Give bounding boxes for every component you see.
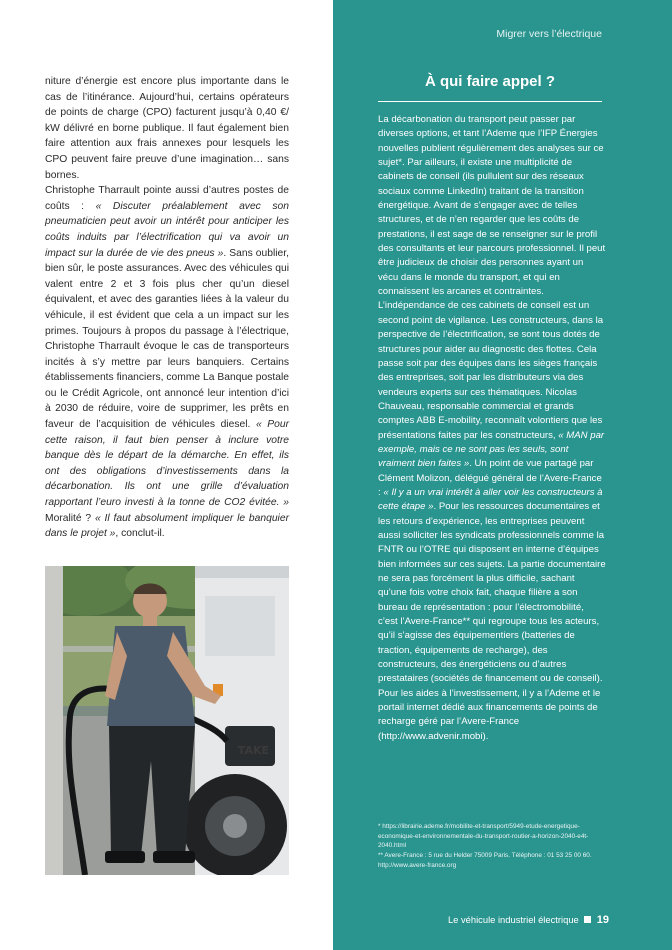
title-divider [378,101,602,102]
sidebar-box [333,0,672,950]
footnote: * https://librairie.ademe.fr/mobilite-et-transport/5949-etude-energetique-economique-et-environnementale-du-transport-routier-a-horizon-2040-e4t-2040.html [378,823,589,850]
magazine-name: Le véhicule industriel électrique [447,914,579,925]
quote-molizon: « Il y a un vrai intérêt à aller voir les constructeurs à cette étape » [378,486,603,513]
charging-photo [45,566,289,875]
footnote: ** Avere-France : 5 rue du Helder 75009 Paris. Téléphone : 01 53 25 00 60. http://www.avere-france.org [378,852,592,869]
article-paragraph: Christophe Tharrault pointe aussi d’autres postes de coûts : « Discuter préalablement avec son pneumaticien peut avoir un intérêt pour anticiper les coûts induits par l’électrification qui va avoir un impact sur la durée de vie des pneus ». Sans oublier, bien sûr, le poste assurances. Avec des véhicules qui valent entre 2 et 3 fois plus cher qu’un diesel équivalent, et avec des garanties liées à la valeur du véhicule, il est évident que cela a un impact sur les primes. Toujours à propos du passage à l’électrique, Christophe Tharrault évoque le cas de transporteurs incités à s’y mettre par leurs banquiers. Certains établissements financiers, comme La Banque postale ou le Crédit Agricole, ont annoncé leur intention d’ici à 2030 de réduire, voire de supprimer, les prêts en faveur de l’acquisition de véhicules diesel. « Pour cette raison, il faut bien penser à inclure votre banque dès le départ de la démarche. En effet, ils ont des obligations d’investissements dans la décarbonation. Ils ont une grille d’évaluation rapportant l’euro investi à la tonne de CO2 évitée. » Moralité ? « Il faut absolument impliquer le banquier dans le projet », conclut-il. [45,185,289,540]
footnotes [378,822,606,871]
main-article-column [45,74,289,542]
article-paragraph: niture d’énergie est encore plus importante dans le cas de l’itinérance. Aujourd’hui, certains opérateurs de points de charge (CPO) facturent jusqu’à 0,40 €/ kW délivré en borne publique. Il faut également bien faire attention aux frais annexes pour lesquels les CPO peuvent faire preuve d’une imagination… sans bornes. [45,76,289,181]
truck-lettering: TAKE [237,744,269,757]
quote-banque: « Pour cette raison, il faut bien penser à inclure votre banque dès le départ de la démarche. En effet, ils ont des obligations d’investissements dans la décarbonation. Ils ont une grille d’évaluation rapportant l’euro investi à la tonne de CO2 évitée. » [45,419,289,509]
quote-pneumaticien: « Discuter préalablement avec son pneumaticien peut avoir un intérêt pour anticiper les coûts induits par l’électrification qui va avoir un impact sur la durée de vie des pneus » [45,200,289,259]
running-head: Migrer vers l’électrique [496,28,602,40]
box-body: La décarbonation du transport peut passer par diverses options, et tant l’Ademe que l’IFP Énergies nouvelles publient régulièrement des analyses sur ce sujet*. Par ailleurs, il existe une multiplicité de cabinets de conseil (ils pullulent sur des réseaux sociaux comme LinkedIn) traitant de la transition énergétique. Avant de s’engager avec de telles structures, et de n’en regarder que les coûts de prestations, il est sage de se renseigner sur le profil des consultants et leur parcours professionnel. Il peut être judicieux de choisir des personnes ayant un vécu dans le monde du transport, et qui en connaissent les arcanes et contraintes. L’indépendance de ces cabinets de conseil est un second point de vigilance. Les constructeurs, dans la perspective de l’électrification, se sont tous dotés de structures pour aider au diagnostic des flottes. Cela passe soit par des équipes dans les sièges français des entreprises, soit par les distributeurs via des vendeurs experts sur ces thématiques. Nicolas Chauveau, responsable commercial et grands comptes ABB E-mobility, reconnaît volontiers que les présentations faites par les constructeurs, « MAN par exemple, mais ce ne sont pas les seuls, sont vraiment bien faites ». Un point de vue partagé par Clément Molizon, délégué général de l’Avere-France : « Il y a un vrai intérêt à aller voir les constructeurs à cette étape ». Pour les ressources documentaires et les retours d’expérience, les entreprises peuvent aussi solliciter les syndicats professionnels comme la FNTR ou l’OTRE qui disposent en interne d’équipes bien informées sur ces sujets. La partie documentaire ne sera pas forcément la plus difficile, sachant qu’une fois votre choix fait, chaque filière a son bureau de représentation : pour l’électromobilité, c’est l’Avere-France** qui regroupe tous les acteurs, qu’il s’agisse des équipementiers (batteries de traction, équipements de recharge), des constructeurs, des énergéticiens ou d’autres prestataires (sociétés de financement ou de conseil). Pour les aides à l’investissement, il y a l’Ademe et le portail internet dédié aux financements de points de recharge géré par l’Avere-France (http://www.advenir.mobi). [378,114,606,742]
quote-man: « MAN par exemple, mais ce ne sont pas les seuls, sont vraiment bien faites » [378,429,605,470]
page-number: 19 [596,914,609,926]
page-footer [448,914,609,926]
box-title: À qui faire appel ? [424,73,556,90]
square-bullet-icon [584,916,591,923]
quote-banquier: « Il faut absolument impliquer le banquier dans le projet » [45,512,289,540]
